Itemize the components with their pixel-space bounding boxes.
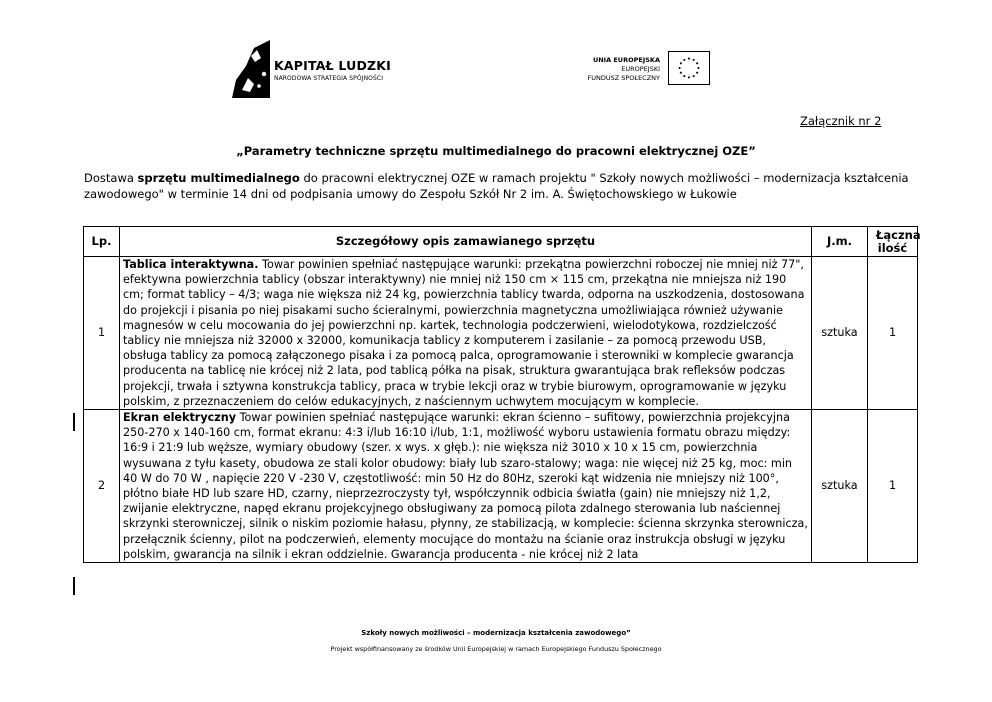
row-lp: 2 [84, 410, 120, 563]
eu-star-icon [693, 75, 695, 77]
eu-star-icon [683, 59, 685, 61]
eu-flag-icon [668, 51, 710, 85]
margin-bar [73, 413, 75, 431]
eu-star-icon [693, 59, 695, 61]
eu-star-icon [696, 62, 698, 64]
eu-star-icon [683, 75, 685, 77]
item-name: Tablica interaktywna. [123, 258, 259, 271]
kapital-ludzki-mark-icon [224, 40, 270, 98]
header-qty: Łączna ilość [868, 227, 918, 257]
row-qty: 1 [868, 257, 918, 410]
header-desc: Szczegółowy opis zamawianego sprzętu [120, 227, 812, 257]
intro-text-1: Dostawa [84, 171, 138, 185]
table-header-row [84, 227, 918, 257]
table-row [84, 410, 918, 563]
item-text: Towar powinien spełniać następujące warunki: ekran ścienno – sufitowy, powierzchnia projekcyjna 250-270 x 140-160 cm, format ekranu: 4:3 i/lub 16:10 i/lub, 1:1, możliwość wyboru ustawienia formatu obrazu między: 16:9 i 21:9 lub węższe, wymiary obudowy (szer. x wys. x głęb.): nie większa niż 3010 x 10 x 15 cm, powierzchnia wysuwana z tyłu kasety, obudowa ze stali kolor obudowy: biały lub szaro-stalowy; waga: nie więcej niż 25 kg, moc: min 40 W do 70 W , napięcie 220 V -230 V, częstotliwość: min 50 Hz do 80Hz, szeroki kąt widzenia nie mniejszy niż 100°, płótno białe HD lub szare HD, czarny, nieprzezroczysty tył, współczynnik odbicia światła (gain) nie mniejszy niż 1,2, zwijanie elektryczne, napęd ekranu projekcyjnego obsługiwany za pomocą pilota zdalnego sterowania lub naściennej skrzynki sterowniczej, silnik o niskim poziomie hałasu, płynny, ze stabilizacją, w komplecie: ścienna skrzynka sterownicza, przełącznik ścienny, pilot na podczerwień, elementy mocujące do montażu na ścianie oraz instrukcja obsługi w języku polskim, gwarancja na silnik i ekran oddzielnie. Gwarancja producenta - nie krócej niż 2 lata [123, 411, 808, 561]
eu-star-icon [696, 72, 698, 74]
eu-star-icon [688, 58, 690, 60]
row-unit: sztuka [812, 410, 868, 563]
eu-line-1: UNIA EUROPEJSKA [592, 56, 660, 64]
footer-cofinance: Projekt współfinansowany ze środków Unii Europejskiej w ramach Europejskiego Funduszu Społecznego [330, 645, 662, 653]
eu-text [587, 56, 660, 83]
eu-line-3: FUNDUSZ SPOŁECZNY [587, 74, 660, 82]
annex-label: Załącznik nr 2 [800, 114, 882, 128]
eu-line-2: EUROPEJSKI [621, 65, 660, 73]
row-unit: sztuka [812, 257, 868, 410]
eu-logo-block [560, 48, 720, 92]
header-lp: Lp. [84, 227, 120, 257]
intro-bold: sprzętu multimedialnego [137, 171, 300, 185]
eu-star-icon [697, 67, 699, 69]
document-title: „Parametry techniczne sprzętu multimedialnego do pracowni elektrycznej OZE” [236, 144, 756, 158]
equipment-table [83, 226, 921, 563]
eu-star-icon [679, 67, 681, 69]
item-name: Ekran elektryczny [123, 411, 237, 425]
kapital-ludzki-logo [224, 40, 404, 100]
eu-star-icon [680, 62, 682, 64]
kapital-ludzki-subtitle: NARODOWA STRATEGIA SPÓJNOŚCI [274, 75, 384, 82]
eu-star-icon [680, 72, 682, 74]
eu-star-icon [688, 76, 690, 78]
intro-text-2: do pracowni elektrycznej OZE w ramach projektu " Szkoły nowych możliwości – modernizacja kształcenia zawodowego" w terminie 14 dni od podpisania umowy do Zespołu Szkół Nr 2 im. A. Świętochowskiego w Łukowie [84, 171, 909, 201]
item-text: Towar powinien spełniać następujące warunki: przekątna powierzchni roboczej nie mniej niż 77", efektywna powierzchnia tablicy (obszar interaktywny) nie mniej niż 150 cm × 115 cm, przekątna nie mniejsza niż 190 cm; format tablicy – 4/3; waga nie większa niż 24 kg, powierzchnia tablicy twarda, odporna na uszkodzenia, dostosowana do projekcji i pisania po niej pisakami sucho ścieralnymi, powierzchnia magnetyczna umożliwiająca również używanie magnesów w celu mocowania do jej powierzchni np. kartek, technologia podczerwieni, wielodotykowa, rozdzielczość tablicy nie mniejsza niż 32000 x 32000, komunikacja tablicy z komputerem i zasilanie – za pomocą przewodu USB, obsługa tablicy za pomocą załączonego pisaka i za pomocą palca, oprogramowanie i sterowniki w komplecie gwarancja producenta na tablicę nie krócej niż 2 lata, pod tablicą półka na pisak, struktura gwarantująca brak refleksów podczas projekcji, trwała i sztywna konstrukcja tablicy, praca w trybie lekcji oraz w trybie biurowym, oprogramowanie w języku polskim, z przeznaczeniem do celów edukacyjnych, z naściennym uchwytem mocującym w komplecie. [123, 258, 805, 408]
kapital-ludzki-title: KAPITAŁ LUDZKI [274, 58, 392, 73]
row-lp: 1 [84, 257, 120, 410]
margin-bar [73, 577, 75, 595]
row-description [120, 410, 812, 563]
row-qty: 1 [868, 410, 918, 563]
header-jm: J.m. [812, 227, 868, 257]
footer-project-name: Szkoły nowych możliwości – modernizacja kształcenia zawodowego” [361, 629, 631, 637]
row-description [120, 257, 812, 410]
table-row [84, 257, 918, 410]
intro-paragraph [84, 170, 914, 202]
